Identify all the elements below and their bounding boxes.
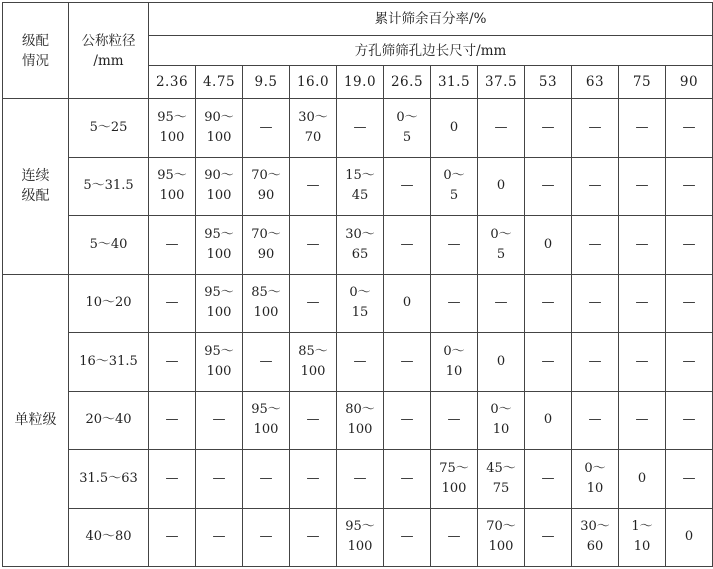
residue-value: — xyxy=(447,236,461,252)
residue-value: — xyxy=(635,178,649,194)
residue-value-cell xyxy=(149,391,196,450)
sieve-size-cell: 4.75 xyxy=(196,66,243,99)
nominal-size-cell: 10～20 xyxy=(69,274,149,333)
residue-value: 0 xyxy=(402,295,412,311)
residue-value-cell xyxy=(525,157,572,216)
residue-value-cell xyxy=(384,333,431,392)
residue-value: — xyxy=(588,353,602,369)
table-row xyxy=(3,216,713,275)
residue-value: — xyxy=(353,353,367,369)
residue-value: 45～ 75 xyxy=(486,460,516,496)
residue-value-cell xyxy=(666,391,713,450)
residue-value: — xyxy=(588,295,602,311)
residue-value-cell xyxy=(666,274,713,333)
table-row xyxy=(3,99,713,158)
residue-value-cell xyxy=(666,216,713,275)
residue-value: 30～ 65 xyxy=(345,226,375,262)
residue-value-cell xyxy=(431,157,478,216)
residue-value: 0～ 10 xyxy=(443,343,465,379)
grading-group-label: 连续 级配 xyxy=(21,168,50,205)
sieve-size-cell: 53 xyxy=(525,66,572,99)
residue-value: — xyxy=(165,236,179,252)
residue-value: 70～ 90 xyxy=(251,226,281,262)
residue-value: — xyxy=(400,529,414,545)
residue-value: — xyxy=(588,119,602,135)
residue-value-cell xyxy=(384,391,431,450)
residue-value-cell xyxy=(196,216,243,275)
residue-value: 1～ 10 xyxy=(631,519,653,555)
residue-value: 0～ 5 xyxy=(396,109,418,145)
residue-value: 0～ 10 xyxy=(490,402,512,438)
residue-value: — xyxy=(682,119,696,135)
residue-value-cell xyxy=(196,508,243,567)
residue-value: 85～ 100 xyxy=(298,343,328,379)
residue-value: — xyxy=(682,353,696,369)
residue-value-cell xyxy=(243,450,290,509)
table-body xyxy=(3,99,713,567)
residue-value-cell xyxy=(384,216,431,275)
residue-value: 85～ 100 xyxy=(251,285,281,321)
residue-value-cell xyxy=(619,274,666,333)
residue-value-cell xyxy=(290,274,337,333)
residue-value: — xyxy=(541,119,555,135)
residue-value-cell xyxy=(431,450,478,509)
residue-value: — xyxy=(494,295,508,311)
sieve-size-cell: 90 xyxy=(666,66,713,99)
residue-value: — xyxy=(588,178,602,194)
residue-value-cell xyxy=(478,333,525,392)
residue-value: — xyxy=(212,529,226,545)
nominal-size-cell: 16～31.5 xyxy=(69,333,149,392)
residue-value-cell xyxy=(666,99,713,158)
residue-value-cell xyxy=(572,450,619,509)
residue-value: — xyxy=(353,470,367,486)
residue-value: 80～ 100 xyxy=(345,402,375,438)
residue-value: 95～ 100 xyxy=(251,402,281,438)
residue-value-cell xyxy=(572,157,619,216)
residue-value: — xyxy=(635,236,649,252)
residue-value: 15～ 45 xyxy=(345,168,375,204)
residue-value-cell xyxy=(384,508,431,567)
grading-group-cell xyxy=(3,99,69,275)
residue-value-cell xyxy=(572,333,619,392)
residue-value: — xyxy=(400,353,414,369)
residue-value: — xyxy=(588,236,602,252)
residue-value-cell xyxy=(525,216,572,275)
residue-value-cell xyxy=(431,333,478,392)
residue-value-cell xyxy=(478,508,525,567)
grading-table xyxy=(2,2,713,567)
residue-value-cell xyxy=(572,99,619,158)
nominal-size-cell: 31.5～63 xyxy=(69,450,149,509)
residue-value-cell xyxy=(525,391,572,450)
nominal-size-cell: 40～80 xyxy=(69,508,149,567)
residue-value-cell xyxy=(666,333,713,392)
residue-value: 30～ 60 xyxy=(580,519,610,555)
sieve-size-cell: 63 xyxy=(572,66,619,99)
residue-value: 0 xyxy=(543,236,553,252)
residue-value-cell xyxy=(666,508,713,567)
sieve-size-cell: 9.5 xyxy=(243,66,290,99)
residue-value: 95～ 100 xyxy=(345,519,375,555)
residue-value-cell xyxy=(572,508,619,567)
residue-value-cell xyxy=(337,99,384,158)
sieve-size-cell: 19.0 xyxy=(337,66,384,99)
residue-value-cell xyxy=(337,391,384,450)
residue-value: — xyxy=(541,178,555,194)
residue-value: 0～ 15 xyxy=(349,285,371,321)
residue-value-cell xyxy=(525,99,572,158)
residue-value: 30～ 70 xyxy=(298,109,328,145)
residue-value-cell xyxy=(290,157,337,216)
residue-value-cell xyxy=(431,274,478,333)
residue-value-cell xyxy=(572,391,619,450)
sieve-size-cell: 16.0 xyxy=(290,66,337,99)
cumulative-residue-header: 累计筛余百分率/% xyxy=(149,3,713,36)
sieve-size-cell: 31.5 xyxy=(431,66,478,99)
residue-value-cell xyxy=(572,274,619,333)
residue-value-cell xyxy=(384,450,431,509)
residue-value: 0 xyxy=(637,470,647,486)
residue-value-cell xyxy=(619,216,666,275)
residue-value: — xyxy=(635,295,649,311)
residue-value-cell xyxy=(478,216,525,275)
residue-value-cell xyxy=(478,274,525,333)
residue-value-cell xyxy=(243,157,290,216)
residue-value: 0 xyxy=(543,412,553,428)
nominal-size-cell: 5～40 xyxy=(69,216,149,275)
residue-value: 0 xyxy=(449,119,459,135)
residue-value: 70～ 90 xyxy=(251,168,281,204)
residue-value-cell xyxy=(478,391,525,450)
nominal-size-cell: 20～40 xyxy=(69,391,149,450)
residue-value: — xyxy=(259,353,273,369)
residue-value-cell xyxy=(243,333,290,392)
residue-value-cell xyxy=(666,157,713,216)
residue-value-cell xyxy=(384,274,431,333)
residue-value: 90～ 100 xyxy=(204,168,234,204)
residue-value-cell xyxy=(337,333,384,392)
residue-value: 95～ 100 xyxy=(157,168,187,204)
residue-value-cell xyxy=(149,157,196,216)
residue-value: — xyxy=(541,353,555,369)
residue-value-cell xyxy=(525,508,572,567)
grading-group-label: 单粒级 xyxy=(14,412,57,429)
residue-value: — xyxy=(353,119,367,135)
residue-value: — xyxy=(682,236,696,252)
nominal-size-cell: 5～31.5 xyxy=(69,157,149,216)
residue-value-cell xyxy=(149,333,196,392)
residue-value-cell xyxy=(337,274,384,333)
nominal-size-header: 公称粒径 /mm xyxy=(69,3,149,99)
residue-value: — xyxy=(306,295,320,311)
residue-value-cell xyxy=(619,99,666,158)
residue-value: — xyxy=(682,178,696,194)
table-row xyxy=(3,157,713,216)
residue-value-cell xyxy=(243,391,290,450)
residue-value-cell xyxy=(149,508,196,567)
sieve-size-cell: 75 xyxy=(619,66,666,99)
grading-group-cell xyxy=(3,274,69,567)
residue-value-cell xyxy=(337,157,384,216)
residue-value-cell xyxy=(149,99,196,158)
residue-value-cell xyxy=(243,99,290,158)
table-row xyxy=(3,508,713,567)
residue-value-cell xyxy=(619,450,666,509)
residue-value-cell xyxy=(196,450,243,509)
table-row xyxy=(3,274,713,333)
residue-value: 95～ 100 xyxy=(157,109,187,145)
residue-value: — xyxy=(682,295,696,311)
residue-value-cell xyxy=(196,274,243,333)
residue-value-cell xyxy=(337,450,384,509)
residue-value-cell xyxy=(196,391,243,450)
residue-value: — xyxy=(259,470,273,486)
residue-value: 95～ 100 xyxy=(204,285,234,321)
residue-value: 0 xyxy=(496,353,506,369)
residue-value-cell xyxy=(149,216,196,275)
residue-value-cell xyxy=(243,216,290,275)
residue-value: — xyxy=(306,412,320,428)
residue-value: 95～ 100 xyxy=(204,343,234,379)
residue-value-cell xyxy=(290,450,337,509)
residue-value: — xyxy=(259,119,273,135)
residue-value-cell xyxy=(619,333,666,392)
residue-value: — xyxy=(212,412,226,428)
residue-value-cell xyxy=(290,508,337,567)
residue-value-cell xyxy=(525,450,572,509)
residue-value-cell xyxy=(431,508,478,567)
residue-value-cell xyxy=(337,216,384,275)
residue-value-cell xyxy=(666,450,713,509)
residue-value: 0 xyxy=(684,529,694,545)
residue-value-cell xyxy=(384,99,431,158)
residue-value-cell xyxy=(290,216,337,275)
residue-value: — xyxy=(165,412,179,428)
residue-value: 0 xyxy=(496,178,506,194)
grading-type-header: 级配 情况 xyxy=(3,3,69,99)
sieve-size-cell: 2.36 xyxy=(149,66,196,99)
residue-value-cell xyxy=(619,508,666,567)
residue-value: — xyxy=(447,412,461,428)
nominal-size-cell: 5～25 xyxy=(69,99,149,158)
residue-value: — xyxy=(588,412,602,428)
residue-value: — xyxy=(259,529,273,545)
sieve-size-cell: 26.5 xyxy=(384,66,431,99)
residue-value-cell xyxy=(149,274,196,333)
residue-value: — xyxy=(165,353,179,369)
residue-value: — xyxy=(494,119,508,135)
residue-value: — xyxy=(682,470,696,486)
residue-value: 90～ 100 xyxy=(204,109,234,145)
residue-value-cell xyxy=(196,333,243,392)
residue-value-cell xyxy=(384,157,431,216)
residue-value-cell xyxy=(525,333,572,392)
residue-value-cell xyxy=(431,216,478,275)
residue-value: — xyxy=(541,470,555,486)
residue-value-cell xyxy=(478,99,525,158)
residue-value: — xyxy=(306,529,320,545)
residue-value: 75～ 100 xyxy=(439,460,469,496)
residue-value: 0～ 5 xyxy=(490,226,512,262)
residue-value-cell xyxy=(478,157,525,216)
residue-value: — xyxy=(541,529,555,545)
table-row xyxy=(3,391,713,450)
residue-value: — xyxy=(165,295,179,311)
residue-value: — xyxy=(400,178,414,194)
residue-value-cell xyxy=(243,508,290,567)
residue-value-cell xyxy=(290,391,337,450)
residue-value-cell xyxy=(619,391,666,450)
residue-value: — xyxy=(682,412,696,428)
residue-value: — xyxy=(400,470,414,486)
residue-value: — xyxy=(165,470,179,486)
residue-value: — xyxy=(400,412,414,428)
residue-value: — xyxy=(306,178,320,194)
residue-value-cell xyxy=(149,450,196,509)
residue-value: 70～ 100 xyxy=(486,519,516,555)
residue-value-cell xyxy=(525,274,572,333)
residue-value: 95～ 100 xyxy=(204,226,234,262)
table-header xyxy=(3,3,713,99)
residue-value-cell xyxy=(431,391,478,450)
residue-value: — xyxy=(541,295,555,311)
table-row xyxy=(3,450,713,509)
residue-value: — xyxy=(165,529,179,545)
sieve-size-cell: 37.5 xyxy=(478,66,525,99)
table-row xyxy=(3,333,713,392)
residue-value-cell xyxy=(572,216,619,275)
residue-value-cell xyxy=(431,99,478,158)
sieve-size-header: 方孔筛筛孔边长尺寸/mm xyxy=(149,36,713,66)
residue-value: — xyxy=(635,119,649,135)
residue-value: 0～ 5 xyxy=(443,168,465,204)
residue-value: — xyxy=(306,470,320,486)
residue-value-cell xyxy=(243,274,290,333)
residue-value-cell xyxy=(290,333,337,392)
residue-value: — xyxy=(447,295,461,311)
residue-value-cell xyxy=(196,157,243,216)
residue-value-cell xyxy=(337,508,384,567)
residue-value: — xyxy=(635,353,649,369)
residue-value: 0～ 10 xyxy=(584,460,606,496)
residue-value-cell xyxy=(196,99,243,158)
residue-value-cell xyxy=(478,450,525,509)
residue-value: — xyxy=(306,236,320,252)
residue-value-cell xyxy=(619,157,666,216)
residue-value: — xyxy=(212,470,226,486)
residue-value: — xyxy=(400,236,414,252)
residue-value: — xyxy=(635,412,649,428)
residue-value-cell xyxy=(290,99,337,158)
residue-value: — xyxy=(447,529,461,545)
